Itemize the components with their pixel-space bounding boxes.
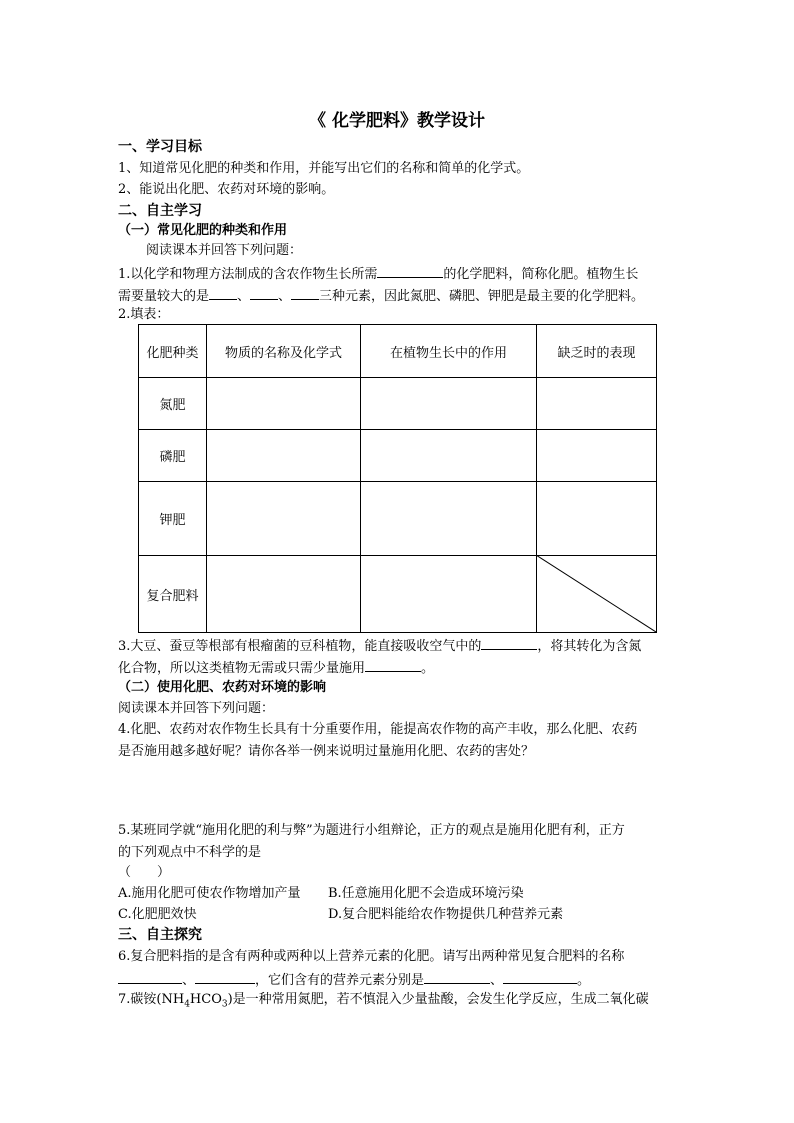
objective-2: 2、能说出化肥、农药对环境的影响。 [118, 182, 335, 197]
answer-blank[interactable] [377, 264, 443, 278]
row-label-phosphate: 磷肥 [139, 430, 207, 482]
answer-blank[interactable] [503, 970, 577, 984]
section-heading-inquiry: 三、自主探究 [118, 927, 202, 943]
row-label-potash: 钾肥 [139, 482, 207, 556]
table-cell-input[interactable] [207, 482, 361, 556]
table-cell-input[interactable] [361, 556, 537, 633]
row-label-nitrogen: 氮肥 [139, 378, 207, 430]
question-text: 。 [577, 973, 591, 988]
question-3-line-2 [118, 658, 434, 678]
answer-blank[interactable] [424, 970, 490, 984]
answer-blank[interactable] [291, 286, 319, 300]
table-cell-input[interactable] [537, 378, 657, 430]
table-cell-input[interactable] [361, 430, 537, 482]
question-text: 需要量较大的是 [118, 289, 210, 304]
answer-blank[interactable] [481, 636, 537, 650]
question-4-line-2: 是否施用越多越好呢？请你各举一例来说明过量施用化肥、农药的害处？ [118, 744, 535, 759]
table-cell-input[interactable] [537, 482, 657, 556]
question-3-line-1 [118, 636, 641, 656]
option-c: C.化肥肥效快 [118, 907, 197, 922]
table-cell-input[interactable] [207, 378, 361, 430]
question-text: 1.以化学和物理方法制成的含农作物生长所需 [118, 267, 378, 282]
section-heading-objectives: 一、学习目标 [118, 139, 202, 155]
table-header-row [139, 325, 657, 378]
question-6-line-1: 6.复合肥料指的是含有两种或两种以上营养元素的化肥。请写出两种常见复合肥料的名称 [118, 949, 625, 964]
answer-blank[interactable] [209, 286, 237, 300]
answer-parentheses[interactable]: （ ） [118, 865, 171, 880]
question-1-line-2 [118, 286, 644, 306]
option-d: D.复合肥料能给农作物提供几种营养元素 [328, 907, 564, 922]
subsection-heading-fertilizer-types: （一）常见化肥的种类和作用 [118, 223, 288, 238]
answer-blank[interactable] [118, 970, 182, 984]
instruction-text: 阅读课本并回答下列问题： [118, 701, 275, 716]
table-row [139, 378, 657, 430]
table-header-cell: 缺乏时的表现 [537, 325, 657, 378]
table-row [139, 430, 657, 482]
question-7-line-1 [118, 991, 649, 1014]
page-title: 《 化学肥料》教学设计 [309, 111, 485, 131]
answer-blank[interactable] [195, 970, 255, 984]
table-header-cell: 化肥种类 [139, 325, 207, 378]
subscript: 4 [184, 999, 190, 1010]
table-header-cell: 物质的名称及化学式 [207, 325, 361, 378]
objective-1: 1、知道常见化肥的种类和作用，并能写出它们的名称和简单的化学式。 [118, 161, 530, 176]
question-6-line-2 [118, 970, 590, 990]
table-cell-input[interactable] [361, 378, 537, 430]
question-2-label: 2.填表： [118, 307, 170, 322]
separator: 、 [237, 289, 251, 304]
question-5-line-2: 的下列观点中不科学的是 [118, 845, 262, 860]
question-text: ，将其转化为含氮 [537, 639, 642, 654]
answer-blank[interactable] [365, 658, 421, 672]
diagonal-strike-line [536, 555, 656, 632]
instruction-text: 阅读课本并回答下列问题： [146, 243, 303, 258]
question-4-line-1: 4.化肥、农药对农作物生长具有十分重要作用，能提高农作物的高产丰收，那么化肥、农药 [118, 722, 638, 737]
table-cell-input[interactable] [361, 482, 537, 556]
question-text: 7.碳铵(NH [118, 992, 185, 1007]
question-text: 三种元素，因此氮肥、磷肥、钾肥是最主要的化学肥料。 [319, 289, 645, 304]
subsection-heading-environment: （二）使用化肥、农药对环境的影响 [118, 680, 327, 695]
question-1-line-1 [118, 264, 638, 284]
question-text: 。 [421, 661, 435, 676]
answer-blank[interactable] [250, 286, 278, 300]
question-5-line-1: 5.某班同学就“施用化肥的利与弊”为题进行小组辩论，正方的观点是施用化肥有利，正方 [118, 823, 625, 838]
table-cell-input[interactable] [537, 430, 657, 482]
question-text: 的化学肥料，简称化肥。植物生长 [443, 267, 639, 282]
table-cell-input[interactable] [207, 430, 361, 482]
separator: 、 [490, 973, 504, 988]
question-text: HCO [189, 992, 222, 1007]
table-row [139, 482, 657, 556]
table-cell-input[interactable] [207, 556, 361, 633]
separator: 、 [278, 289, 292, 304]
option-a: A.施用化肥可使农作物增加产量 [118, 886, 301, 901]
table-header-cell: 在植物生长中的作用 [361, 325, 537, 378]
separator: 、 [182, 973, 196, 988]
question-text: 3.大豆、蚕豆等根部有根瘤菌的豆科植物，能直接吸收空气中的 [118, 639, 482, 654]
question-text: 化合物，所以这类植物无需或只需少量施用 [118, 661, 366, 676]
section-heading-self-study: 二、自主学习 [118, 203, 202, 219]
question-text: ，它们含有的营养元素分别是 [255, 973, 425, 988]
row-label-compound: 复合肥料 [139, 556, 207, 633]
option-b: B.任意施用化肥不会造成环境污染 [328, 886, 524, 901]
subscript: 3 [221, 999, 228, 1010]
question-text: )是一种常用氮肥，若不慎混入少量盐酸，会发生化学反应，生成二氧化碳 [227, 992, 649, 1007]
